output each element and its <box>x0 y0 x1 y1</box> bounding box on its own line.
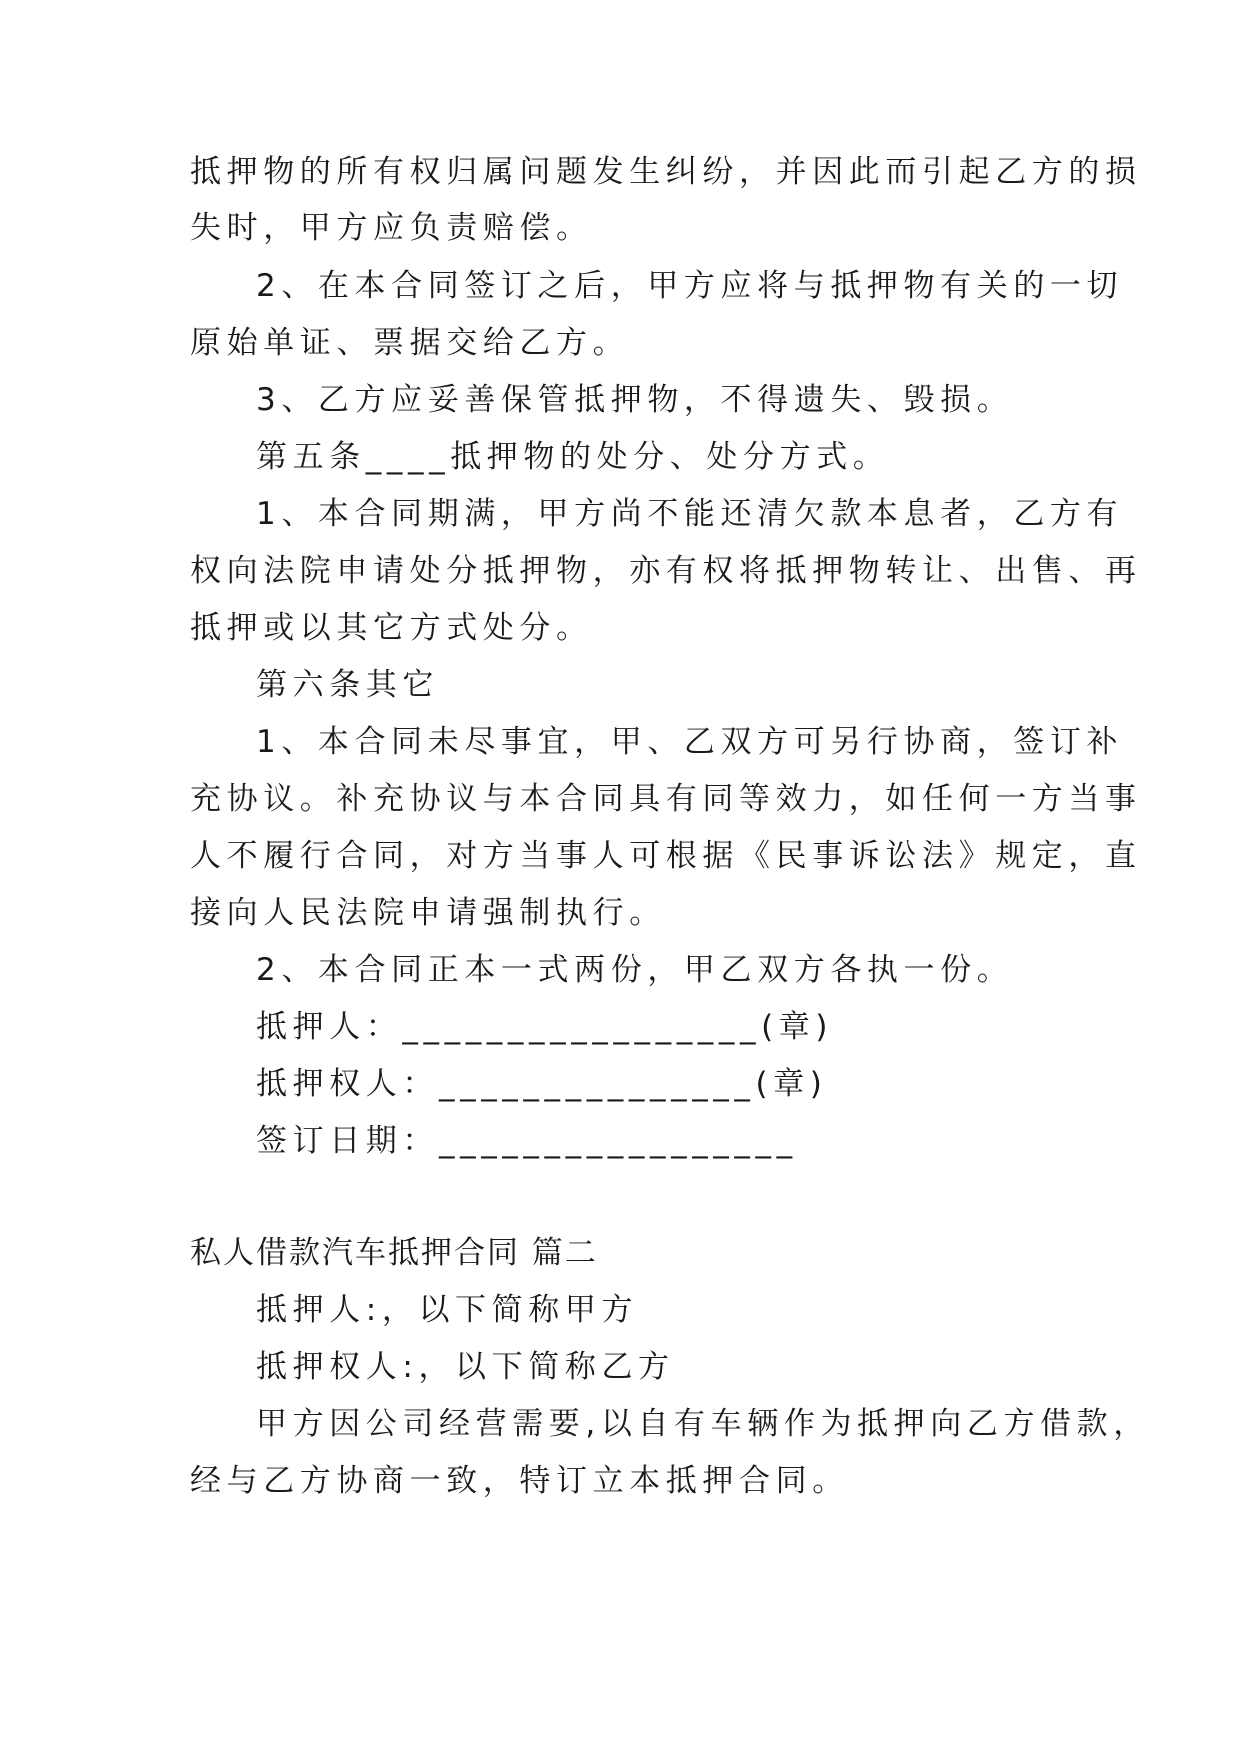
paragraph-line: 3、乙方应妥善保管抵押物，不得遗失、毁损。 <box>256 382 1014 418</box>
paragraph-line: 经与乙方协商一致，特订立本抵押合同。 <box>190 1463 849 1499</box>
paragraph-line: 失时，甲方应负责赔偿。 <box>190 210 593 246</box>
paragraph-line: 2、本合同正本一式两份，甲乙双方各执一份。 <box>256 952 1014 988</box>
signature-line-mortgagee: 抵押权人：_______________(章) <box>256 1066 828 1102</box>
section-title: 私人借款汽车抵押合同 篇二 <box>190 1235 598 1271</box>
signature-line-mortgagor: 抵押人：_________________(章) <box>256 1009 834 1045</box>
paragraph-line: 1、本合同期满，甲方尚不能还清欠款本息者，乙方有 <box>256 496 1124 532</box>
paragraph-line: 甲方因公司经营需要,以自有车辆作为抵押向乙方借款， <box>256 1406 1150 1442</box>
paragraph-line: 2、在本合同签订之后，甲方应将与抵押物有关的一切 <box>256 268 1124 304</box>
article-heading: 第五条____抵押物的处分、处分方式。 <box>256 439 890 475</box>
paragraph-line: 接向人民法院申请强制执行。 <box>190 895 666 931</box>
paragraph-line: 原始单证、票据交给乙方。 <box>190 325 630 361</box>
paragraph-line: 充协议。补充协议与本合同具有同等效力，如任何一方当事 <box>190 781 1142 817</box>
signing-date-line: 签订日期：_________________ <box>256 1123 798 1159</box>
paragraph-line: 抵押或以其它方式处分。 <box>190 610 593 646</box>
paragraph-line: 抵押权人:，以下简称乙方 <box>256 1349 675 1385</box>
paragraph-line: 人不履行合同，对方当事人可根据《民事诉讼法》规定，直 <box>190 838 1142 874</box>
paragraph-line: 抵押人:，以下简称甲方 <box>256 1292 639 1328</box>
paragraph-line: 1、本合同未尽事宜，甲、乙双方可另行协商，签订补 <box>256 724 1124 760</box>
article-heading: 第六条其它 <box>256 667 439 703</box>
paragraph-line: 抵押物的所有权归属问题发生纠纷，并因此而引起乙方的损 <box>190 154 1142 190</box>
paragraph-line: 权向法院申请处分抵押物，亦有权将抵押物转让、出售、再 <box>190 553 1142 589</box>
